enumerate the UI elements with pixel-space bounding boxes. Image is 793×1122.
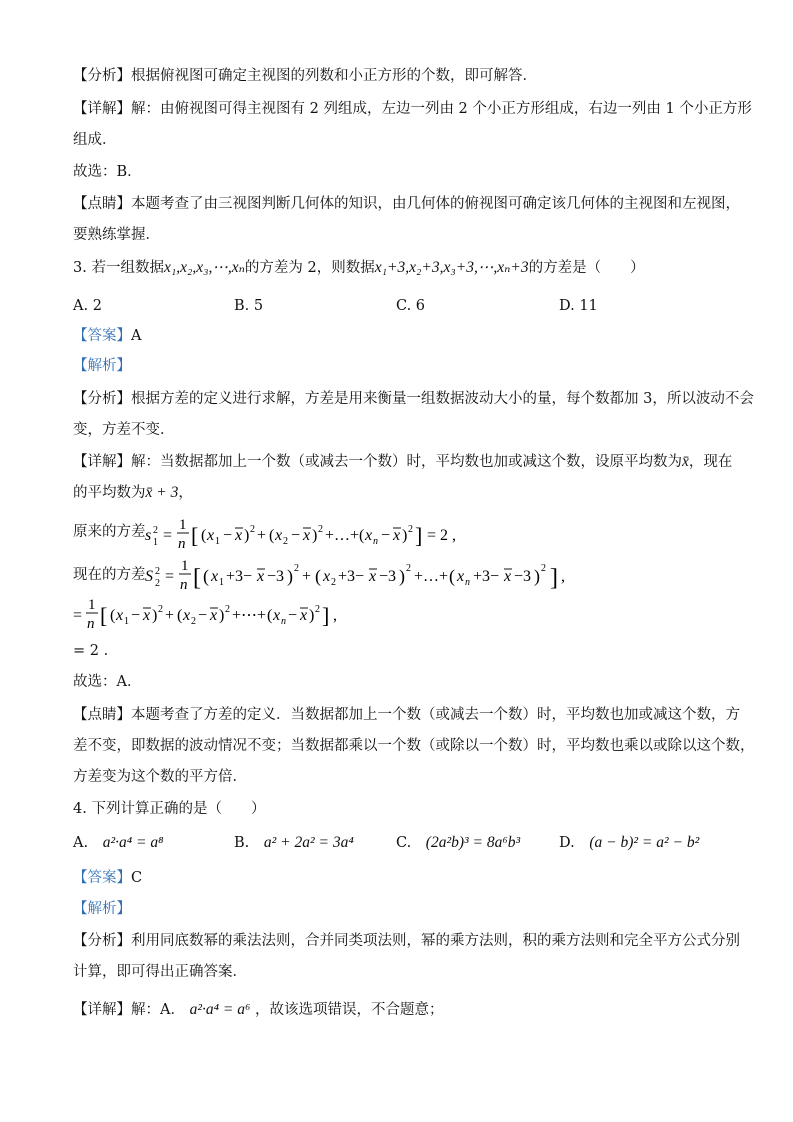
svg-text:−: −: [223, 527, 233, 544]
svg-text:S: S: [145, 568, 153, 585]
svg-text:x: x: [300, 607, 308, 624]
svg-text:2: 2: [315, 604, 320, 615]
svg-text:+3−: +3−: [226, 568, 253, 585]
svg-text:(: (: [449, 566, 455, 586]
svg-text:−: −: [131, 607, 141, 624]
svg-text:n: n: [373, 536, 378, 547]
svg-text:,: ,: [333, 607, 337, 624]
q3-comment-line1: 【点睛】本题考查了方差的定义．当数据都加上一个数（或减去一个数）时，平均数也加或减这个数，方: [73, 707, 740, 723]
q3-detail2-text: 的平均数为: [73, 485, 146, 501]
svg-text:x: x: [183, 607, 191, 624]
q3-choice: 故选：A．: [73, 674, 142, 690]
svg-text:n: n: [178, 536, 186, 552]
svg-text:x: x: [211, 568, 219, 585]
q3-orig-formula: [145, 512, 585, 552]
svg-text:]: ]: [550, 565, 558, 591]
svg-text:1: 1: [181, 558, 189, 574]
svg-text:−3: −3: [379, 568, 397, 585]
q4-detail-expr: a²·a⁴ = a⁶: [189, 1001, 251, 1018]
svg-text:2: 2: [250, 524, 255, 535]
svg-text:(: (: [359, 527, 365, 544]
q2-choice: 故选：B．: [73, 164, 142, 180]
q3-option-c: C. 6: [396, 298, 426, 314]
svg-text:2: 2: [408, 524, 413, 535]
q4-detail-suffix: ，故该选项错误，不合题意；: [254, 1002, 444, 1018]
q4-answer-value: C: [131, 870, 143, 886]
svg-text:−: −: [198, 607, 208, 624]
svg-text:x: x: [235, 527, 243, 544]
svg-text:]: ]: [415, 523, 423, 548]
q4-option-c-expr: (2a²b)³ = 8a⁶b³: [425, 834, 521, 851]
q3-step-formula: [73, 593, 393, 633]
svg-text:(: (: [269, 527, 275, 544]
q3-new-formula: [145, 551, 665, 595]
q4-option-c: [396, 833, 520, 853]
svg-text:+3−: +3−: [338, 568, 365, 585]
svg-text:2: 2: [155, 578, 160, 589]
svg-text:): ): [244, 527, 250, 544]
svg-text:): ): [309, 607, 315, 624]
q4-option-b-expr: a² + 2a² = 3a⁴: [263, 834, 354, 851]
svg-text:2: 2: [541, 563, 546, 574]
svg-text:x: x: [457, 568, 465, 585]
svg-text:): ): [399, 566, 405, 586]
svg-text:x: x: [116, 607, 124, 624]
svg-text:2: 2: [191, 616, 196, 627]
svg-text:n: n: [465, 577, 470, 588]
svg-text:1: 1: [215, 536, 220, 547]
svg-text:(: (: [201, 527, 207, 544]
svg-text:x: x: [275, 527, 283, 544]
svg-text:+⋯+: +⋯+: [232, 607, 267, 624]
svg-text:(: (: [315, 566, 321, 586]
svg-text:(: (: [177, 607, 183, 624]
svg-text:x: x: [257, 568, 265, 585]
svg-text:2: 2: [406, 563, 411, 574]
q3-comment-line3: 方差变为这个数的平方倍．: [73, 769, 247, 785]
q2-analysis: 【分析】根据俯视图可确定主视图的列数和小正方形的个数，即可解答．: [73, 68, 537, 84]
q3-detail2-expr: x̄ + 3: [145, 484, 179, 501]
q2-comment-line2: 要熟练掌握．: [73, 227, 160, 243]
q4-option-b-label: B.: [234, 835, 250, 851]
q3-stem-prefix: 3. 若一组数据: [73, 260, 164, 276]
q4-explain-label: 【解析】: [73, 901, 131, 917]
svg-text:=: =: [165, 568, 175, 585]
svg-text:2: 2: [283, 536, 288, 547]
svg-text:−3: −3: [514, 568, 532, 585]
svg-text:(: (: [267, 607, 273, 624]
q4-stem: 4. 下列计算正确的是（ ）: [73, 801, 266, 817]
svg-text:): ): [534, 566, 540, 586]
q4-option-d-label: D.: [559, 835, 575, 851]
svg-text:2: 2: [225, 604, 230, 615]
q3-detail-text: 【详解】解：当数据都加上一个数（或减去一个数）时，平均数也加或减这个数，设原平均数为: [73, 454, 682, 470]
svg-text:): ): [219, 607, 225, 624]
svg-text:[: [: [100, 603, 108, 628]
q3-option-a: A. 2: [73, 298, 102, 314]
q3-analysis-line2: 变，方差不变．: [73, 422, 175, 438]
q3-detail-line2: [73, 483, 733, 503]
q3-stem-mid: 的方差为 2，则数据: [244, 260, 375, 276]
q3-answer-value: A: [131, 328, 142, 344]
svg-text:x: x: [303, 527, 311, 544]
q3-orig-label: 原来的方差: [73, 524, 146, 540]
svg-text:=: =: [163, 527, 173, 544]
q4-option-a-label: A.: [73, 835, 89, 851]
svg-text:s: s: [145, 527, 152, 544]
svg-text:[: [: [191, 523, 199, 548]
q3-stem-data: x₁,x₂,x₃,⋯,xₙ: [163, 259, 245, 276]
q3-result: = 2 .: [73, 643, 109, 659]
svg-text:2: 2: [158, 604, 163, 615]
q2-detail-line2: 组成．: [73, 132, 117, 148]
svg-text:): ): [312, 527, 318, 544]
svg-text:2: 2: [318, 524, 323, 535]
svg-text:n: n: [281, 616, 286, 627]
svg-text:=: =: [73, 607, 83, 624]
q4-analysis-line1: 【分析】利用同底数幂的乘法法则，合并同类项法则，幂的乘方法则，积的乘方法则和完全平方公式分别: [73, 933, 740, 949]
svg-text:= 2 ,: = 2 ,: [427, 527, 457, 544]
svg-text:x: x: [369, 568, 377, 585]
svg-text:+3−: +3−: [473, 568, 500, 585]
q4-option-a-expr: a²·a⁴ = a⁸: [102, 834, 164, 851]
q3-explain-label: 【解析】: [73, 358, 131, 374]
svg-text:,: ,: [561, 568, 565, 585]
svg-text:2: 2: [294, 563, 299, 574]
q4-detail-prefix: 【详解】解：A．: [73, 1002, 185, 1018]
svg-text:]: ]: [322, 603, 330, 628]
q3-step: [73, 593, 393, 637]
q3-stem: [73, 258, 733, 278]
svg-text:x: x: [365, 527, 373, 544]
svg-text:1: 1: [124, 616, 129, 627]
q3-stem-suffix: 的方差是（ ）: [528, 260, 645, 276]
svg-text:1: 1: [88, 597, 96, 613]
svg-text:x: x: [210, 607, 218, 624]
svg-text:−3: −3: [267, 568, 285, 585]
q4-option-c-label: C.: [396, 835, 412, 851]
svg-text:2: 2: [331, 577, 336, 588]
svg-text:+: +: [165, 607, 175, 624]
svg-text:(: (: [110, 607, 116, 624]
svg-text:1: 1: [219, 577, 224, 588]
q3-detail-now: ，现在: [688, 454, 733, 470]
svg-text:x: x: [143, 607, 151, 624]
q3-answer: [73, 326, 733, 346]
svg-text:x: x: [504, 568, 512, 585]
svg-text:x: x: [323, 568, 331, 585]
svg-text:x: x: [273, 607, 281, 624]
q2-detail-line1: 【详解】解：由俯视图可得主视图有 2 列组成，左边一列由 2 个小正方形组成，右边一列由 1 个小正方形: [73, 101, 752, 117]
q4-analysis-line2: 计算，即可得出正确答案．: [73, 964, 247, 980]
svg-text:2: 2: [155, 566, 160, 577]
svg-text:−: −: [381, 527, 391, 544]
svg-text:): ): [152, 607, 158, 624]
svg-text:n: n: [180, 577, 188, 593]
q4-option-a: [73, 833, 163, 853]
q3-detail2-end: ，: [178, 485, 193, 501]
svg-text:2: 2: [153, 525, 158, 536]
q3-analysis-line1: 【分析】根据方差的定义进行求解，方差是用来衡量一组数据波动大小的量，每个数都加 3，所以波动不会: [73, 391, 754, 407]
q4-option-b: [234, 833, 354, 853]
svg-text:+: +: [302, 568, 312, 585]
svg-text:+…+: +…+: [414, 568, 449, 585]
q4-answer-label: 【答案】: [73, 870, 131, 886]
q3-option-b: B. 5: [234, 298, 264, 314]
svg-text:+…+: +…+: [325, 527, 360, 544]
q3-option-d: D. 11: [559, 298, 598, 314]
q4-answer: [73, 868, 733, 888]
svg-text:): ): [402, 527, 408, 544]
svg-text:1: 1: [153, 537, 158, 548]
q2-comment-line1: 【点睛】本题考查了由三视图判断几何体的知识，由几何体的俯视图可确定该几何体的主视图和左视图，: [73, 196, 740, 212]
q3-detail-line1: [73, 452, 733, 472]
q3-stem-data2: x₁+3,x₂+3,x₃+3,⋯,xₙ+3: [374, 259, 529, 276]
q4-option-d: [559, 833, 699, 853]
svg-text:1: 1: [179, 517, 187, 533]
svg-text:): ): [287, 566, 293, 586]
svg-text:−: −: [291, 527, 301, 544]
svg-text:x: x: [207, 527, 215, 544]
q3-comment-line2: 差不变，即数据的波动情况不变；当数据都乘以一个数（或除以一个数）时，平均数也乘以或除以这个数，: [73, 738, 755, 754]
svg-text:x: x: [393, 527, 401, 544]
q3-new-label: 现在的方差: [73, 567, 146, 583]
svg-text:[: [: [193, 565, 201, 591]
svg-text:(: (: [203, 566, 209, 586]
svg-text:+: +: [257, 527, 267, 544]
q4-detail: [73, 1000, 733, 1020]
q3-answer-label: 【答案】: [73, 328, 131, 344]
svg-text:n: n: [87, 616, 95, 632]
q3-detail-mean: x̄: [682, 453, 689, 470]
q4-option-d-expr: (a − b)² = a² − b²: [589, 834, 700, 851]
svg-text:−: −: [288, 607, 298, 624]
